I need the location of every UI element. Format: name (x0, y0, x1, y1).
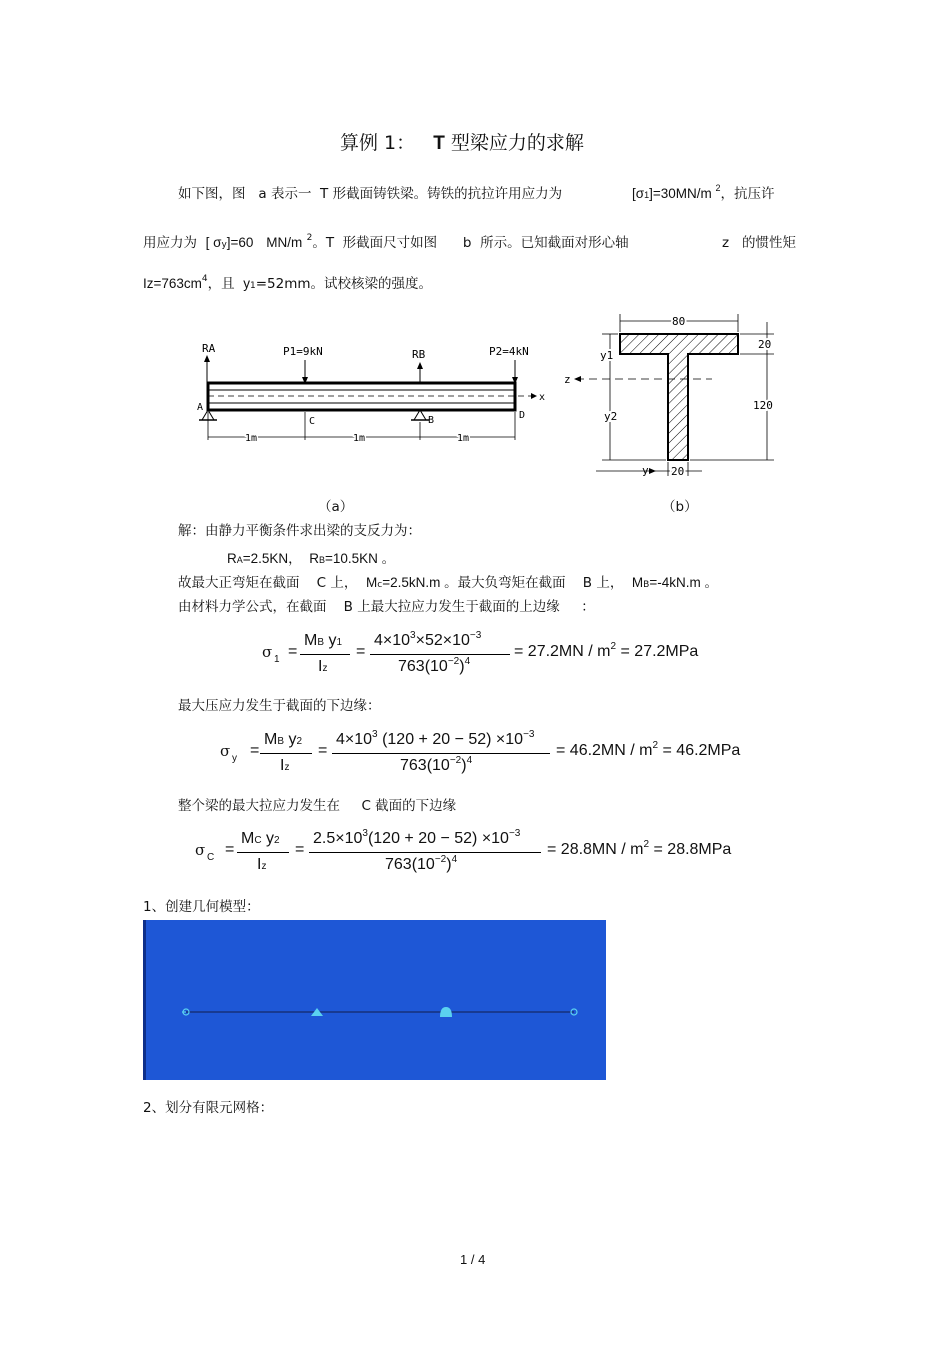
fraction-bar (237, 852, 289, 853)
svg-text:B: B (428, 415, 435, 426)
intro-line-3: $Iz=763cm^4$，且 y1=52mm。试校核梁的强度。 (143, 274, 433, 292)
solution-line-1: 解：由静力平衡条件求出梁的支反力为： (178, 523, 421, 539)
support-icon (440, 1007, 452, 1017)
svg-text:1m: 1m (245, 433, 258, 444)
section-1-heading: 1、创建几何模型： (143, 899, 260, 915)
reactions: RA=2.5KN， RB=10.5KN 。 (227, 551, 396, 566)
svg-text:x: x (539, 392, 546, 403)
formula-sigma-1: σ 1 = MB y1 Iz = $4\times 10^3\times 52\times 10^{-3}$ $763(10^{-2})^4$ = $27.2MN / m^2 = 27.2MPa$ (262, 630, 699, 675)
label-ra: RA (202, 342, 216, 355)
fraction-bar (332, 753, 550, 754)
svg-text:1m: 1m (353, 433, 366, 444)
fraction-bar (300, 654, 350, 655)
model-canvas (146, 920, 606, 1080)
svg-text:A: A (197, 402, 204, 413)
label-p1: P1=9kN (283, 345, 323, 358)
solution-line-6: 整个梁的最大拉应力发生在 C 截面的下边缘 (178, 798, 457, 814)
beam-figure (195, 340, 555, 450)
svg-text:120: 120 (753, 399, 773, 412)
solution-line-3: 故最大正弯矩在截面 C 上， Mc=2.5kN.m 。最大负弯矩在截面 B 上， MB=-4kN.m 。 (178, 575, 718, 591)
formula-sigma-y: σ y = MB y2 Iz = $4\times 10^3$ $(120 + 20 - 52) \times 10^{-3}$ $763(10^{-2})^4$ = $46.2MN / m^2 = 46.2MPa$ (220, 729, 741, 774)
t-section-figure (562, 312, 792, 482)
fraction-bar (260, 753, 312, 754)
svg-text:80: 80 (672, 315, 686, 328)
sigma1-allowable: [σ1]=30MN/m $^2$，抗压许 (632, 183, 775, 201)
geometry-model-screenshot (143, 920, 606, 1080)
fraction-bar (309, 852, 541, 853)
label-p2: P2=4kN (489, 345, 529, 358)
formula-sigma-c: σ C = MC y2 Iz = $2.5\times 10^3(120 + 20 - 52) \times 10^{-3}$ $763(10^{-2})^4$ = $28.8MN / m^2 = 28.8MPa$ (195, 828, 732, 873)
caption-a: （a） (318, 499, 354, 515)
beam-body (208, 383, 515, 410)
svg-text:y1: y1 (600, 349, 614, 362)
svg-text:D: D (519, 410, 526, 421)
svg-text:y2: y2 (604, 410, 618, 423)
svg-text:y: y (642, 464, 649, 477)
solution-line-4: 由材料力学公式，在截面 B 上最大拉应力发生于截面的上边缘 ： (178, 599, 595, 615)
svg-text:20: 20 (671, 465, 685, 478)
label-rb: RB (412, 348, 426, 361)
intro-line-2-end: z 的惯性矩 (722, 235, 796, 251)
section-2-heading: 2、划分有限元网格： (143, 1100, 274, 1116)
t-section-shape (620, 334, 738, 460)
svg-text:C: C (309, 416, 316, 427)
svg-text:z: z (564, 373, 571, 386)
page-number: 1 / 4 (460, 1252, 486, 1267)
fraction-bar (370, 654, 510, 655)
caption-b: （b） (662, 499, 698, 515)
intro-line-1: 如下图，图 a 表示一 T 形截面铸铁梁。铸铁的抗拉许用应力为 (178, 186, 563, 202)
intro-line-2: 用应力为 [ σy]=60 MN/m $^2$。T 形截面尺寸如图 b 所示。已知截面对形心轴 (143, 233, 629, 251)
solution-line-5: 最大压应力发生于截面的下边缘： (178, 698, 381, 714)
page-title: 算例 1： T 型梁应力的求解 (340, 132, 584, 154)
svg-text:1m: 1m (457, 433, 470, 444)
svg-text:20: 20 (758, 338, 772, 351)
